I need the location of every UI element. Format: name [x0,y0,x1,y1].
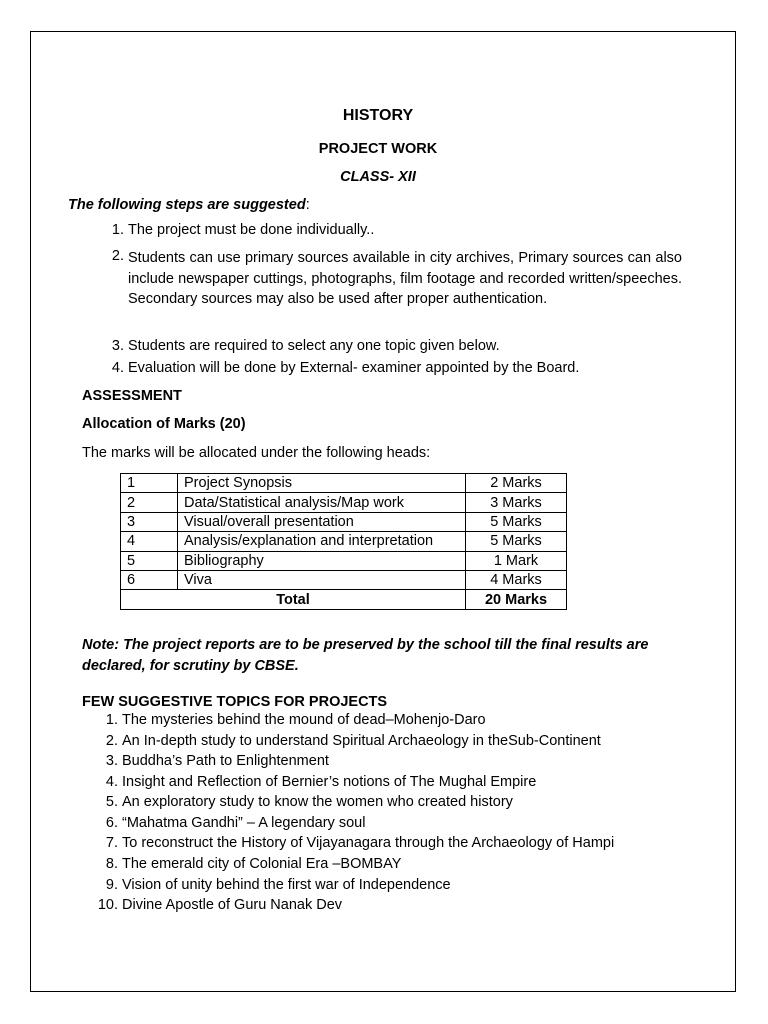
step-text: Students are required to select any one topic given below. [128,338,500,354]
row-marks: 4 Marks [466,570,567,589]
table-row [121,512,567,531]
assessment-heading: ASSESSMENT [82,388,182,404]
table-row [121,532,567,551]
row-number: 3 [121,512,178,531]
topic-text: “Mahatma Gandhi” – A legendary soul [122,815,366,831]
intro-line [68,197,310,213]
intro-colon: : [305,197,310,213]
table-total-row [121,590,567,609]
total-label: Total [121,590,466,609]
topic-number: 9. [105,877,118,893]
topic-text: The mysteries behind the mound of dead–Mohenjo-Daro [122,712,486,728]
topic-number: 2. [105,733,118,749]
topic-text: To reconstruct the History of Vijayanagara through the Archaeology of Hampi [122,835,615,851]
topic-number: 8. [105,856,118,872]
topic-number: 5. [105,794,118,810]
table-row [121,551,567,570]
row-number: 2 [121,493,178,512]
topic-text: Divine Apostle of Guru Nanak Dev [122,897,343,913]
topic-text: Vision of unity behind the first war of Independence [122,877,451,893]
table-row [121,493,567,512]
topics-heading: FEW SUGGESTIVE TOPICS FOR PROJECTS [82,694,388,710]
topic-number: 4. [105,774,118,790]
row-marks: 5 Marks [466,532,567,551]
step-text: Students can use primary sources available in city archives, Primary sources can also include newspaper cuttings, photographs, film footage and recorded written/speeches. Secondary sources may also be used after proper authentication. [128,250,682,308]
step-text: The project must be done individually.. [128,222,375,238]
document-title: HISTORY [342,107,414,124]
topic-text: The emerald city of Colonial Era –BOMBAY [122,856,402,872]
allocation-heading: Allocation of Marks (20) [82,416,246,432]
total-marks: 20 Marks [466,590,567,609]
row-head: Analysis/explanation and interpretation [178,532,466,551]
intro-bold: The following steps are suggested [68,197,306,213]
marks-table [120,473,567,610]
topic-text: An exploratory study to know the women who created history [122,794,513,810]
table-row [121,474,567,493]
topic-text: Buddha’s Path to Enlightenment [122,753,329,769]
row-head: Viva [178,570,466,589]
heads-intro: The marks will be allocated under the following heads: [82,445,431,461]
row-head: Data/Statistical analysis/Map work [178,493,466,512]
topic-text: An In-depth study to understand Spiritual Archaeology in theSub-Continent [122,733,601,749]
step-number: 1. [111,222,124,238]
step-number: 4. [111,360,124,376]
row-number: 5 [121,551,178,570]
row-marks: 3 Marks [466,493,567,512]
row-number: 6 [121,570,178,589]
step-number: 2. [111,248,124,264]
topic-number: 7. [105,835,118,851]
topic-number: 6. [105,815,118,831]
row-head: Project Synopsis [178,474,466,493]
row-number: 1 [121,474,178,493]
topic-number: 10. [97,897,118,913]
topic-text: Insight and Reflection of Bernier’s notions of The Mughal Empire [122,774,537,790]
step-number: 3. [111,338,124,354]
document-subtitle: PROJECT WORK [318,141,438,157]
row-number: 4 [121,532,178,551]
row-head: Bibliography [178,551,466,570]
row-marks: 2 Marks [466,474,567,493]
row-head: Visual/overall presentation [178,512,466,531]
step-text: Evaluation will be done by External- examiner appointed by the Board. [128,360,580,376]
topic-number: 3. [105,753,118,769]
row-marks: 1 Mark [466,551,567,570]
table-row [121,570,567,589]
topic-number: 1. [105,712,118,728]
note-text: Note: The project reports are to be preserved by the school till the final results are declared, for scrutiny by CBSE. [82,637,649,674]
class-label: CLASS- XII [340,169,416,185]
row-marks: 5 Marks [466,512,567,531]
